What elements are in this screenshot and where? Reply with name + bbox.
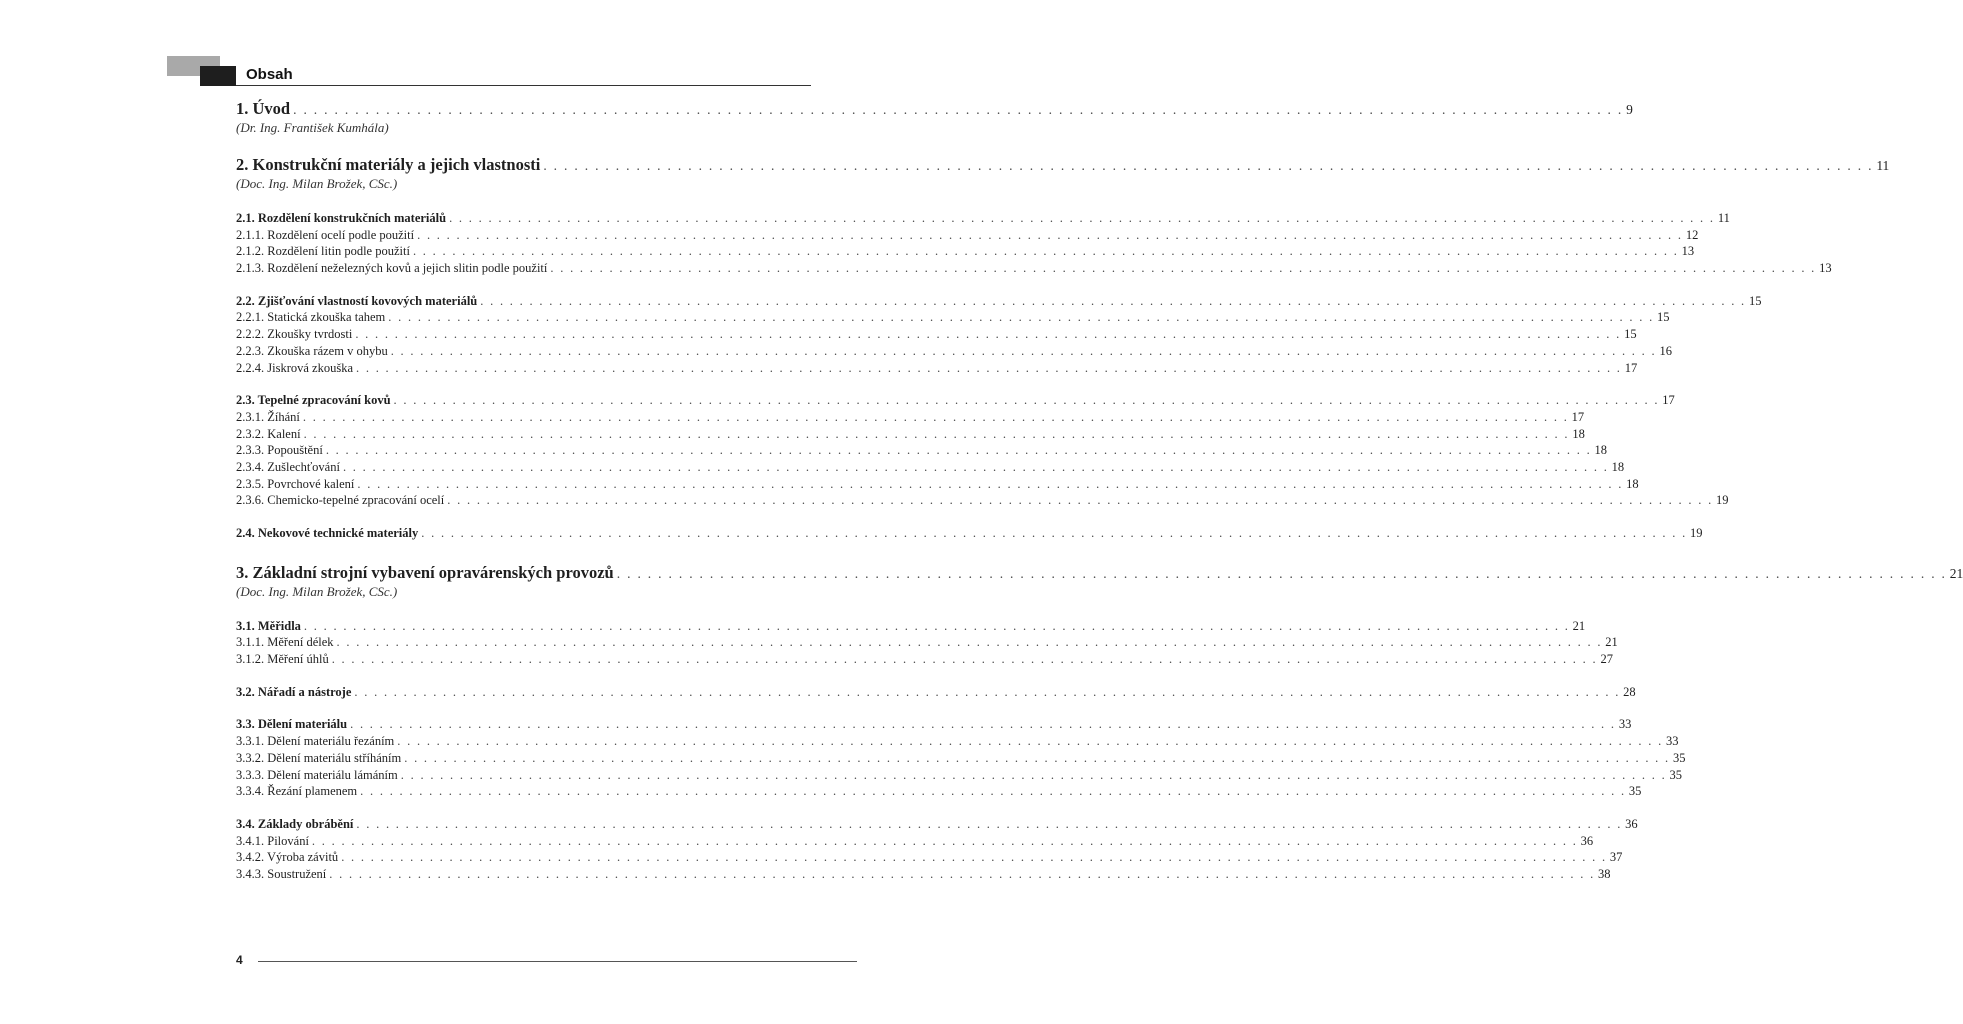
toc-page-number: 35	[1669, 767, 1682, 782]
toc-leader-dots: . . . . . . . . . . . . . . . . . . . . . . . . . . . . . . . . . . . . . . . . . . . . . . . . . . . . . . . . . . . . . . . . . . . . . . . . . . . . . . . . . . . . . . . . . . . . . . . . . . . . . . . . . . . . . . . . . . . . . . . . . . . . . . . . .	[311, 833, 1578, 848]
toc-page-number: 21	[1949, 565, 1963, 581]
toc-entry-title: 3.3.1. Dělení materiálu řezáním	[236, 734, 395, 749]
toc-leader-dots: . . . . . . . . . . . . . . . . . . . . . . . . . . . . . . . . . . . . . . . . . . . . . . . . . . . . . . . . . . . . . . . . . . . . . . . . . . . . . . . . . . . . . . . . . . . . . . . . . . . . . . . . . . . . . . . . . . . . . . . . . . . . . . . . .	[303, 426, 1570, 441]
toc-subsection-2-3-4[interactable]	[236, 459, 1625, 476]
toc-section-2-4[interactable]	[236, 525, 1703, 542]
toc-leader-dots: . . . . . . . . . . . . . . . . . . . . . . . . . . . . . . . . . . . . . . . . . . . . . . . . . . . . . . . . . . . . . . . . . . . . . . . . . . . . . . . . . . . . . . . . . . . . . . . . . . . . . . . . . . . . . . . . . . . . . . . . . . . . . . . . .	[329, 866, 1596, 881]
toc-leader-dots: . . . . . . . . . . . . . . . . . . . . . . . . . . . . . . . . . . . . . . . . . . . . . . . . . . . . . . . . . . . . . . . . . . . . . . . . . . . . . . . . . . . . . . . . . . . . . . . . . . . . . . . . . . . . . . . . . . . . . . . . . . . . . . . . .	[331, 652, 1598, 667]
toc-entry-title: 2.2.2. Zkoušky tvrdosti	[236, 327, 353, 342]
toc-entry-title: 3.3.2. Dělení materiálu stříháním	[236, 750, 402, 765]
toc-entry-title: 2.3.6. Chemicko-tepelné zpracování ocelí	[236, 493, 445, 508]
toc-page-number: 11	[1876, 158, 1890, 173]
toc-leader-dots: . . . . . . . . . . . . . . . . . . . . . . . . . . . . . . . . . . . . . . . . . . . . . . . . . . . . . . . . . . . . . . . . . . . . . . . . . . . . . . . . . . . . . . . . . . . . . . . . . . . . . . . . . . . . . . . . . . . . . . . . . . . . . . . . .	[303, 618, 1570, 633]
toc-leader-dots: . . . . . . . . . . . . . . . . . . . . . . . . . . . . . . . . . . . . . . . . . . . . . . . . . . . . . . . . . . . . . . . . . . . . . . . . . . . . . . . . . . . . . . . . . . . . . . . . . . . . . . . . . . . . . . . . . . . . . . . . . . . . . . . . .	[356, 816, 1623, 831]
toc-page-number: 13	[1681, 244, 1695, 259]
toc-leader-dots: . . . . . . . . . . . . . . . . . . . . . . . . . . . . . . . . . . . . . . . . . . . . . . . . . . . . . . . . . . . . . . . . . . . . . . . . . . . . . . . . . . . . . . . . . . . . . . . . . . . . . . . . . . . . . . . . . . . . . . . . . . . . . . . . .	[354, 684, 1621, 699]
toc-leader-dots: . . . . . . . . . . . . . . . . . . . . . . . . . . . . . . . . . . . . . . . . . . . . . . . . . . . . . . . . . . . . . . . . . . . . . . . . . . . . . . . . . . . . . . . . . . . . . . . . . . . . . . . . . . . . . . . . . . . . . . . . . . . . . . . . .	[355, 327, 1622, 342]
toc-entry-title: 2.2.1. Statická zkouška tahem	[236, 310, 386, 325]
toc-leader-dots: . . . . . . . . . . . . . . . . . . . . . . . . . . . . . . . . . . . . . . . . . . . . . . . . . . . . . . . . . . . . . . . . . . . . . . . . . . . . . . . . . . . . . . . . . . . . . . . . . . . . . . . . . . . . . . . . . . . . . . . . . . . . . . . . .	[480, 293, 1746, 308]
toc-page-number: 36	[1625, 816, 1638, 831]
toc-page-number: 18	[1611, 459, 1625, 474]
toc-entry-title: 2.1. Rozdělení konstrukčních materiálů	[236, 211, 447, 225]
toc-page-number: 15	[1624, 327, 1637, 342]
toc-chapter-1[interactable]	[236, 98, 1633, 120]
toc-leader-dots: . . . . . . . . . . . . . . . . . . . . . . . . . . . . . . . . . . . . . . . . . . . . . . . . . . . . . . . . . . . . . . . . . . . . . . . . . . . . . . . . . . . . . . . . . . . . . . . . . . . . . . . . . . . . . . . . . . . . . . . . . . . . . . . . .	[357, 476, 1624, 491]
toc-entry-title: 1. Úvod	[236, 99, 291, 118]
toc-entry-title: 2.1.3. Rozdělení neželezných kovů a jejich slitin podle použití	[236, 261, 548, 276]
toc-subsection-2-3-2[interactable]	[236, 426, 1585, 443]
toc-entry-title: 2.1.2. Rozdělení litin podle použití	[236, 244, 410, 259]
toc-author: (Dr. Ing. František Kumhála)	[236, 120, 389, 135]
toc-subsection-3-3-2[interactable]	[236, 750, 1686, 767]
toc-leader-dots: . . . . . . . . . . . . . . . . . . . . . . . . . . . . . . . . . . . . . . . . . . . . . . . . . . . . . . . . . . . . . . . . . . . . . . . . . . . . . . . . . . . . . . . . . . . . . . . . . . . . . . . . . . . . . . . . . . . . . . . . . . . . . . . . .	[336, 635, 1603, 650]
toc-chapter-2[interactable]	[236, 154, 1890, 176]
header-black-tab	[200, 66, 236, 86]
toc-leader-dots: . . . . . . . . . . . . . . . . . . . . . . . . . . . . . . . . . . . . . . . . . . . . . . . . . . . . . . . . . . . . . . . . . . . . . . . . . . . . . . . . . . . . . . . . . . . . . . . . . . . . . . . . . . . . . . . . . . . . . . . . . . . . . . . . .	[341, 850, 1607, 865]
toc-entry-title: 3.4.2. Výroba závitů	[236, 850, 339, 865]
toc-subsection-2-2-2[interactable]	[236, 326, 1637, 343]
toc-page-number: 35	[1628, 784, 1642, 799]
toc-entry-title: 3.4.3. Soustružení	[236, 866, 327, 881]
toc-section-3-1[interactable]	[236, 618, 1586, 635]
page-number: 4	[236, 953, 243, 967]
toc-subsection-3-3-3[interactable]	[236, 767, 1682, 784]
toc-page-number: 21	[1605, 635, 1618, 650]
toc-subsection-3-4-1[interactable]	[236, 833, 1594, 850]
toc-subsection-3-1-1[interactable]	[236, 634, 1618, 651]
toc-entry-title: 2.2. Zjišťování vlastností kovových materiálů	[236, 293, 478, 308]
toc-page-number: 17	[1571, 409, 1585, 424]
toc-author: (Doc. Ing. Milan Brožek, CSc.)	[236, 583, 398, 599]
toc-subsection-2-3-1[interactable]	[236, 409, 1585, 426]
toc-page-number: 36	[1580, 833, 1594, 848]
toc-subsection-2-2-4[interactable]	[236, 360, 1638, 377]
toc-subsection-2-3-6[interactable]	[236, 492, 1729, 509]
toc-subsection-2-1-1[interactable]	[236, 227, 1699, 244]
toc-leader-dots: . . . . . . . . . . . . . . . . . . . . . . . . . . . . . . . . . . . . . . . . . . . . . . . . . . . . . . . . . . . . . . . . . . . . . . . . . . . . . . . . . . . . . . . . . . . . . . . . . . . . . . . . . . . . . . . . . . . . . . . . . . . . . . . . .	[293, 102, 1624, 117]
toc-leader-dots: . . . . . . . . . . . . . . . . . . . . . . . . . . . . . . . . . . . . . . . . . . . . . . . . . . . . . . . . . . . . . . . . . . . . . . . . . . . . . . . . . . . . . . . . . . . . . . . . . . . . . . . . . . . . . . . . . . . . . . . . . . . . . . . . .	[400, 767, 1667, 782]
toc-leader-dots: . . . . . . . . . . . . . . . . . . . . . . . . . . . . . . . . . . . . . . . . . . . . . . . . . . . . . . . . . . . . . . . . . . . . . . . . . . . . . . . . . . . . . . . . . . . . . . . . . . . . . . . . . . . . . . . . . . . . . . . . . . . . . . . . .	[417, 227, 1683, 242]
toc-page-number: 27	[1600, 652, 1613, 667]
toc-page-number: 18	[1626, 476, 1639, 491]
toc-subsection-2-2-1[interactable]	[236, 309, 1670, 326]
toc-section-2-3[interactable]	[236, 392, 1675, 409]
toc-section-3-2[interactable]	[236, 684, 1636, 701]
toc-page-number: 17	[1662, 393, 1675, 408]
toc-entry-title: 3.4. Základy obrábění	[236, 816, 354, 831]
toc-section-2-1[interactable]	[236, 210, 1730, 227]
toc-leader-dots: . . . . . . . . . . . . . . . . . . . . . . . . . . . . . . . . . . . . . . . . . . . . . . . . . . . . . . . . . . . . . . . . . . . . . . . . . . . . . . . . . . . . . . . . . . . . . . . . . . . . . . . . . . . . . . . . . . . . . . . . . . . . . . . . .	[360, 784, 1626, 799]
toc-entry-title: 2.3.2. Kalení	[236, 426, 301, 441]
toc-entry-title: 3.1.2. Měření úhlů	[236, 652, 329, 667]
toc-leader-dots: . . . . . . . . . . . . . . . . . . . . . . . . . . . . . . . . . . . . . . . . . . . . . . . . . . . . . . . . . . . . . . . . . . . . . . . . . . . . . . . . . . . . . . . . . . . . . . . . . . . . . . . . . . . . . . . . . . . . . . . . . . . . . . . . .	[616, 565, 1947, 581]
toc-entry-title: 2.3.5. Povrchové kalení	[236, 476, 355, 491]
toc-leader-dots: . . . . . . . . . . . . . . . . . . . . . . . . . . . . . . . . . . . . . . . . . . . . . . . . . . . . . . . . . . . . . . . . . . . . . . . . . . . . . . . . . . . . . . . . . . . . . . . . . . . . . . . . . . . . . . . . . . . . . . . . . . . . . . . . .	[543, 158, 1874, 173]
toc-leader-dots: . . . . . . . . . . . . . . . . . . . . . . . . . . . . . . . . . . . . . . . . . . . . . . . . . . . . . . . . . . . . . . . . . . . . . . . . . . . . . . . . . . . . . . . . . . . . . . . . . . . . . . . . . . . . . . . . . . . . . . . . . . . . . . . . .	[412, 244, 1679, 259]
toc-leader-dots: . . . . . . . . . . . . . . . . . . . . . . . . . . . . . . . . . . . . . . . . . . . . . . . . . . . . . . . . . . . . . . . . . . . . . . . . . . . . . . . . . . . . . . . . . . . . . . . . . . . . . . . . . . . . . . . . . . . . . . . . . . . . . . . . .	[447, 493, 1713, 508]
toc-leader-dots: . . . . . . . . . . . . . . . . . . . . . . . . . . . . . . . . . . . . . . . . . . . . . . . . . . . . . . . . . . . . . . . . . . . . . . . . . . . . . . . . . . . . . . . . . . . . . . . . . . . . . . . . . . . . . . . . . . . . . . . . . . . . . . . . .	[325, 443, 1592, 458]
toc-entry-title: 3.3. Dělení materiálu	[236, 717, 348, 732]
toc-author: (Doc. Ing. Milan Brožek, CSc.)	[236, 176, 398, 191]
footer-rule	[258, 961, 857, 962]
toc-leader-dots: . . . . . . . . . . . . . . . . . . . . . . . . . . . . . . . . . . . . . . . . . . . . . . . . . . . . . . . . . . . . . . . . . . . . . . . . . . . . . . . . . . . . . . . . . . . . . . . . . . . . . . . . . . . . . . . . . . . . . . . . . . . . . . . . .	[449, 211, 1715, 225]
toc-entry-title: 2.3.3. Popouštění	[236, 443, 323, 458]
toc-entry-title: 3.3.3. Dělení materiálu lámáním	[236, 767, 398, 782]
toc-entry-title: 2. Konstrukční materiály a jejich vlastnosti	[236, 155, 541, 174]
toc-leader-dots: . . . . . . . . . . . . . . . . . . . . . . . . . . . . . . . . . . . . . . . . . . . . . . . . . . . . . . . . . . . . . . . . . . . . . . . . . . . . . . . . . . . . . . . . . . . . . . . . . . . . . . . . . . . . . . . . . . . . . . . . . . . . . . . . .	[404, 750, 1670, 765]
toc-page-number: 19	[1716, 493, 1729, 508]
toc-leader-dots: . . . . . . . . . . . . . . . . . . . . . . . . . . . . . . . . . . . . . . . . . . . . . . . . . . . . . . . . . . . . . . . . . . . . . . . . . . . . . . . . . . . . . . . . . . . . . . . . . . . . . . . . . . . . . . . . . . . . . . . . . . . . . . . . .	[356, 360, 1622, 375]
toc-entry-title: 2.3. Tepelné zpracování kovů	[236, 393, 391, 408]
toc-entry-title: 2.4. Nekovové technické materiály	[236, 526, 419, 540]
toc-leader-dots: . . . . . . . . . . . . . . . . . . . . . . . . . . . . . . . . . . . . . . . . . . . . . . . . . . . . . . . . . . . . . . . . . . . . . . . . . . . . . . . . . . . . . . . . . . . . . . . . . . . . . . . . . . . . . . . . . . . . . . . . . . . . . . . . .	[388, 310, 1655, 325]
toc-entry-title: 2.3.4. Zušlechťování	[236, 459, 340, 474]
toc-subsection-3-3-4[interactable]	[236, 783, 1642, 800]
toc-page-number: 12	[1685, 227, 1699, 242]
toc-subsection-3-1-2[interactable]	[236, 651, 1613, 668]
toc-page-number: 9	[1626, 102, 1633, 117]
toc-page-number: 18	[1572, 426, 1585, 441]
page-title: Obsah	[246, 66, 293, 83]
toc-page-number: 15	[1748, 293, 1762, 308]
toc-leader-dots: . . . . . . . . . . . . . . . . . . . . . . . . . . . . . . . . . . . . . . . . . . . . . . . . . . . . . . . . . . . . . . . . . . . . . . . . . . . . . . . . . . . . . . . . . . . . . . . . . . . . . . . . . . . . . . . . . . . . . . . . . . . . . . . . .	[421, 526, 1687, 540]
toc-page-number: 38	[1598, 866, 1611, 881]
toc-subsection-2-1-3[interactable]	[236, 260, 1832, 277]
toc-page-number: 33	[1666, 734, 1679, 749]
toc-entry-title: 3.1. Měřidla	[236, 618, 301, 633]
toc-page-number: 18	[1594, 443, 1608, 458]
toc-page-number: 11	[1717, 211, 1730, 225]
toc-leader-dots: . . . . . . . . . . . . . . . . . . . . . . . . . . . . . . . . . . . . . . . . . . . . . . . . . . . . . . . . . . . . . . . . . . . . . . . . . . . . . . . . . . . . . . . . . . . . . . . . . . . . . . . . . . . . . . . . . . . . . . . . . . . . . . . . .	[393, 393, 1660, 408]
toc-leader-dots: . . . . . . . . . . . . . . . . . . . . . . . . . . . . . . . . . . . . . . . . . . . . . . . . . . . . . . . . . . . . . . . . . . . . . . . . . . . . . . . . . . . . . . . . . . . . . . . . . . . . . . . . . . . . . . . . . . . . . . . . . . . . . . . . .	[350, 717, 1616, 732]
toc-subsection-2-1-2[interactable]	[236, 243, 1695, 260]
toc-page-number: 33	[1618, 717, 1632, 732]
toc-subsection-2-2-3[interactable]	[236, 343, 1672, 360]
toc-page-number: 35	[1672, 750, 1686, 765]
toc-subsection-3-4-2[interactable]	[236, 849, 1623, 866]
header-rule	[236, 85, 811, 86]
toc-page-number: 13	[1819, 261, 1832, 276]
toc-leader-dots: . . . . . . . . . . . . . . . . . . . . . . . . . . . . . . . . . . . . . . . . . . . . . . . . . . . . . . . . . . . . . . . . . . . . . . . . . . . . . . . . . . . . . . . . . . . . . . . . . . . . . . . . . . . . . . . . . . . . . . . . . . . . . . . . .	[342, 459, 1609, 474]
toc-page-number: 28	[1623, 684, 1636, 699]
toc-page-number: 15	[1657, 310, 1670, 325]
toc-entry-title: 3.1.1. Měření délek	[236, 635, 334, 650]
toc-page-number: 17	[1624, 360, 1638, 375]
toc-leader-dots: . . . . . . . . . . . . . . . . . . . . . . . . . . . . . . . . . . . . . . . . . . . . . . . . . . . . . . . . . . . . . . . . . . . . . . . . . . . . . . . . . . . . . . . . . . . . . . . . . . . . . . . . . . . . . . . . . . . . . . . . . . . . . . . . .	[302, 409, 1569, 424]
toc-section-3-3[interactable]	[236, 716, 1632, 733]
toc-leader-dots: . . . . . . . . . . . . . . . . . . . . . . . . . . . . . . . . . . . . . . . . . . . . . . . . . . . . . . . . . . . . . . . . . . . . . . . . . . . . . . . . . . . . . . . . . . . . . . . . . . . . . . . . . . . . . . . . . . . . . . . . . . . . . . . . .	[390, 343, 1657, 358]
toc-entry-title: 2.2.4. Jiskrová zkouška	[236, 360, 353, 375]
toc-page-number: 16	[1659, 343, 1672, 358]
toc-subsection-3-4-3[interactable]	[236, 866, 1611, 883]
toc-leader-dots: . . . . . . . . . . . . . . . . . . . . . . . . . . . . . . . . . . . . . . . . . . . . . . . . . . . . . . . . . . . . . . . . . . . . . . . . . . . . . . . . . . . . . . . . . . . . . . . . . . . . . . . . . . . . . . . . . . . . . . . . . . . . . . . . .	[550, 261, 1817, 276]
toc-subsection-2-3-5[interactable]	[236, 476, 1639, 493]
toc-chapter-3[interactable]	[236, 562, 1963, 584]
toc-subsection-3-3-1[interactable]	[236, 733, 1679, 750]
toc-entry-title: 3.4.1. Pilování	[236, 833, 309, 848]
toc-entry-title: 3.2. Nářadí a nástroje	[236, 684, 352, 699]
toc-entry-title: 2.2.3. Zkouška rázem v ohybu	[236, 343, 388, 358]
toc-subsection-2-3-3[interactable]	[236, 442, 1608, 459]
toc-section-2-2[interactable]	[236, 293, 1762, 310]
toc-section-3-4[interactable]	[236, 816, 1638, 833]
table-of-contents	[236, 98, 1963, 883]
toc-entry-title: 2.1.1. Rozdělení ocelí podle použití	[236, 227, 415, 242]
toc-page-number: 37	[1609, 850, 1623, 865]
toc-entry-title: 3. Základní strojní vybavení opravárenských provozů	[236, 562, 614, 582]
toc-page-number: 21	[1572, 618, 1586, 633]
toc-entry-title: 2.3.1. Žíhání	[236, 409, 300, 424]
toc-leader-dots: . . . . . . . . . . . . . . . . . . . . . . . . . . . . . . . . . . . . . . . . . . . . . . . . . . . . . . . . . . . . . . . . . . . . . . . . . . . . . . . . . . . . . . . . . . . . . . . . . . . . . . . . . . . . . . . . . . . . . . . . . . . . . . . . .	[397, 734, 1664, 749]
toc-page-number: 19	[1690, 526, 1703, 540]
toc-entry-title: 3.3.4. Řezání plamenem	[236, 784, 358, 799]
